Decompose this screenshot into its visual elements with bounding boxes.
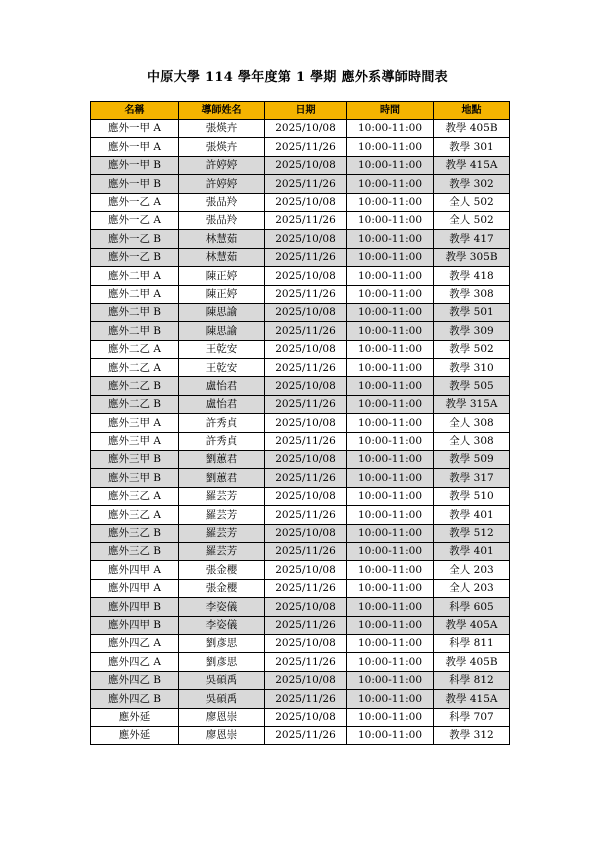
- table-row: [91, 634, 510, 652]
- location-cell: 科學 605: [434, 598, 510, 616]
- class-name-cell: 應外四甲 A: [91, 579, 179, 597]
- location-cell: 教學 501: [434, 303, 510, 321]
- page-title: 中原大學 114 學年度第 1 學期 應外系導師時間表: [147, 70, 448, 85]
- tutor-name-cell: 王乾安: [179, 340, 265, 358]
- time-cell: 10:00-11:00: [347, 671, 434, 689]
- time-cell: 10:00-11:00: [347, 653, 434, 671]
- date-cell: 2025/10/08: [265, 598, 347, 616]
- time-cell: 10:00-11:00: [347, 414, 434, 432]
- table-row: [91, 340, 510, 358]
- time-cell: 10:00-11:00: [347, 285, 434, 303]
- date-cell: 2025/11/26: [265, 359, 347, 377]
- date-cell: 2025/10/08: [265, 120, 347, 138]
- time-cell: 10:00-11:00: [347, 726, 434, 744]
- date-cell: 2025/11/26: [265, 726, 347, 744]
- class-name-cell: 應外一乙 A: [91, 211, 179, 229]
- time-cell: 10:00-11:00: [347, 138, 434, 156]
- table-row: [91, 579, 510, 597]
- tutor-name-cell: 張品羚: [179, 211, 265, 229]
- tutor-name-cell: 王乾安: [179, 359, 265, 377]
- tutor-name-cell: 張金櫻: [179, 579, 265, 597]
- date-cell: 2025/11/26: [265, 579, 347, 597]
- date-cell: 2025/10/08: [265, 671, 347, 689]
- table-row: [91, 469, 510, 487]
- date-cell: 2025/10/08: [265, 451, 347, 469]
- tutor-name-cell: 羅芸芳: [179, 542, 265, 560]
- date-cell: 2025/10/08: [265, 193, 347, 211]
- class-name-cell: 應外一乙 A: [91, 193, 179, 211]
- location-cell: 教學 405A: [434, 616, 510, 634]
- table-row: [91, 230, 510, 248]
- tutor-name-cell: 李姿儀: [179, 598, 265, 616]
- class-name-cell: 應外三甲 B: [91, 469, 179, 487]
- header-tutor: 導師姓名: [179, 102, 265, 120]
- tutor-name-cell: 盧怡君: [179, 377, 265, 395]
- class-name-cell: 應外四乙 B: [91, 671, 179, 689]
- time-cell: 10:00-11:00: [347, 322, 434, 340]
- table-row: [91, 359, 510, 377]
- date-cell: 2025/10/08: [265, 230, 347, 248]
- class-name-cell: 應外二乙 A: [91, 340, 179, 358]
- tutor-name-cell: 張煐卉: [179, 120, 265, 138]
- tutor-name-cell: 吳碩禹: [179, 671, 265, 689]
- class-name-cell: 應外四乙 B: [91, 690, 179, 708]
- date-cell: 2025/11/26: [265, 211, 347, 229]
- time-cell: 10:00-11:00: [347, 487, 434, 505]
- time-cell: 10:00-11:00: [347, 267, 434, 285]
- location-cell: 教學 512: [434, 524, 510, 542]
- location-cell: 教學 312: [434, 726, 510, 744]
- table-row: [91, 598, 510, 616]
- class-name-cell: 應外四乙 A: [91, 653, 179, 671]
- table-header-row: [91, 102, 510, 120]
- table-row: [91, 506, 510, 524]
- class-name-cell: 應外二甲 A: [91, 267, 179, 285]
- location-cell: 教學 415A: [434, 156, 510, 174]
- time-cell: 10:00-11:00: [347, 561, 434, 579]
- tutor-name-cell: 羅芸芳: [179, 487, 265, 505]
- time-cell: 10:00-11:00: [347, 377, 434, 395]
- table-row: [91, 524, 510, 542]
- tutor-name-cell: 盧怡君: [179, 395, 265, 413]
- class-name-cell: 應外二甲 A: [91, 285, 179, 303]
- time-cell: 10:00-11:00: [347, 248, 434, 266]
- tutor-name-cell: 劉蕙君: [179, 451, 265, 469]
- time-cell: 10:00-11:00: [347, 230, 434, 248]
- time-cell: 10:00-11:00: [347, 634, 434, 652]
- table-row: [91, 561, 510, 579]
- table-row: [91, 248, 510, 266]
- location-cell: 教學 301: [434, 138, 510, 156]
- table-row: [91, 487, 510, 505]
- table-row: [91, 322, 510, 340]
- class-name-cell: 應外三甲 A: [91, 414, 179, 432]
- table-row: [91, 708, 510, 726]
- time-cell: 10:00-11:00: [347, 451, 434, 469]
- tutor-name-cell: 劉彥思: [179, 634, 265, 652]
- class-name-cell: 應外四甲 B: [91, 598, 179, 616]
- class-name-cell: 應外一甲 A: [91, 120, 179, 138]
- location-cell: 教學 417: [434, 230, 510, 248]
- tutor-name-cell: 羅芸芳: [179, 524, 265, 542]
- class-name-cell: 應外二乙 A: [91, 359, 179, 377]
- table-row: [91, 653, 510, 671]
- time-cell: 10:00-11:00: [347, 542, 434, 560]
- tutor-name-cell: 許婷婷: [179, 175, 265, 193]
- table-row: [91, 138, 510, 156]
- tutor-name-cell: 林慧茹: [179, 248, 265, 266]
- time-cell: 10:00-11:00: [347, 432, 434, 450]
- class-name-cell: 應外一甲 B: [91, 156, 179, 174]
- date-cell: 2025/10/08: [265, 524, 347, 542]
- date-cell: 2025/10/08: [265, 634, 347, 652]
- date-cell: 2025/10/08: [265, 561, 347, 579]
- table-body: [91, 120, 510, 745]
- table-row: [91, 414, 510, 432]
- time-cell: 10:00-11:00: [347, 303, 434, 321]
- date-cell: 2025/11/26: [265, 175, 347, 193]
- tutor-name-cell: 張品羚: [179, 193, 265, 211]
- location-cell: 教學 310: [434, 359, 510, 377]
- class-name-cell: 應外四乙 A: [91, 634, 179, 652]
- tutor-schedule-table: [90, 101, 510, 745]
- class-name-cell: 應外一甲 A: [91, 138, 179, 156]
- tutor-name-cell: 陳正婷: [179, 267, 265, 285]
- location-cell: 科學 811: [434, 634, 510, 652]
- time-cell: 10:00-11:00: [347, 193, 434, 211]
- table-row: [91, 267, 510, 285]
- class-name-cell: 應外三乙 A: [91, 487, 179, 505]
- time-cell: 10:00-11:00: [347, 395, 434, 413]
- table-row: [91, 285, 510, 303]
- tutor-name-cell: 廖恩崇: [179, 708, 265, 726]
- location-cell: 全人 203: [434, 561, 510, 579]
- location-cell: 教學 502: [434, 340, 510, 358]
- date-cell: 2025/11/26: [265, 506, 347, 524]
- class-name-cell: 應外一乙 B: [91, 248, 179, 266]
- tutor-name-cell: 廖恩崇: [179, 726, 265, 744]
- class-name-cell: 應外三乙 A: [91, 506, 179, 524]
- header-place: 地點: [434, 102, 510, 120]
- table-row: [91, 377, 510, 395]
- date-cell: 2025/11/26: [265, 469, 347, 487]
- date-cell: 2025/11/26: [265, 653, 347, 671]
- date-cell: 2025/11/26: [265, 542, 347, 560]
- time-cell: 10:00-11:00: [347, 120, 434, 138]
- date-cell: 2025/10/08: [265, 708, 347, 726]
- location-cell: 全人 502: [434, 211, 510, 229]
- date-cell: 2025/11/26: [265, 248, 347, 266]
- time-cell: 10:00-11:00: [347, 690, 434, 708]
- location-cell: 教學 415A: [434, 690, 510, 708]
- tutor-name-cell: 張金櫻: [179, 561, 265, 579]
- time-cell: 10:00-11:00: [347, 506, 434, 524]
- table-row: [91, 616, 510, 634]
- location-cell: 教學 510: [434, 487, 510, 505]
- location-cell: 教學 317: [434, 469, 510, 487]
- class-name-cell: 應外二乙 B: [91, 395, 179, 413]
- location-cell: 教學 418: [434, 267, 510, 285]
- location-cell: 教學 505: [434, 377, 510, 395]
- date-cell: 2025/11/26: [265, 322, 347, 340]
- table-row: [91, 395, 510, 413]
- location-cell: 教學 309: [434, 322, 510, 340]
- tutor-name-cell: 劉彥思: [179, 653, 265, 671]
- table-row: [91, 542, 510, 560]
- date-cell: 2025/10/08: [265, 414, 347, 432]
- tutor-name-cell: 陳正婷: [179, 285, 265, 303]
- time-cell: 10:00-11:00: [347, 598, 434, 616]
- class-name-cell: 應外三甲 A: [91, 432, 179, 450]
- date-cell: 2025/10/08: [265, 267, 347, 285]
- location-cell: 全人 308: [434, 432, 510, 450]
- header-name: 名稱: [91, 102, 179, 120]
- tutor-name-cell: 許秀貞: [179, 432, 265, 450]
- location-cell: 教學 405B: [434, 120, 510, 138]
- date-cell: 2025/10/08: [265, 487, 347, 505]
- table-row: [91, 211, 510, 229]
- date-cell: 2025/11/26: [265, 285, 347, 303]
- class-name-cell: 應外延: [91, 708, 179, 726]
- class-name-cell: 應外四甲 B: [91, 616, 179, 634]
- location-cell: 科學 812: [434, 671, 510, 689]
- tutor-name-cell: 林慧茹: [179, 230, 265, 248]
- time-cell: 10:00-11:00: [347, 579, 434, 597]
- location-cell: 教學 315A: [434, 395, 510, 413]
- table-row: [91, 671, 510, 689]
- location-cell: 全人 502: [434, 193, 510, 211]
- time-cell: 10:00-11:00: [347, 175, 434, 193]
- tutor-name-cell: 羅芸芳: [179, 506, 265, 524]
- class-name-cell: 應外一甲 B: [91, 175, 179, 193]
- header-date: 日期: [265, 102, 347, 120]
- location-cell: 教學 405B: [434, 653, 510, 671]
- table-row: [91, 690, 510, 708]
- tutor-name-cell: 吳碩禹: [179, 690, 265, 708]
- date-cell: 2025/10/08: [265, 377, 347, 395]
- table-row: [91, 156, 510, 174]
- location-cell: 教學 302: [434, 175, 510, 193]
- date-cell: 2025/11/26: [265, 616, 347, 634]
- class-name-cell: 應外延: [91, 726, 179, 744]
- table-row: [91, 120, 510, 138]
- class-name-cell: 應外四甲 A: [91, 561, 179, 579]
- location-cell: 教學 509: [434, 451, 510, 469]
- location-cell: 全人 203: [434, 579, 510, 597]
- location-cell: 教學 401: [434, 542, 510, 560]
- class-name-cell: 應外一乙 B: [91, 230, 179, 248]
- location-cell: 科學 707: [434, 708, 510, 726]
- tutor-name-cell: 陳思諭: [179, 322, 265, 340]
- table-row: [91, 451, 510, 469]
- location-cell: 教學 401: [434, 506, 510, 524]
- location-cell: 全人 308: [434, 414, 510, 432]
- tutor-name-cell: 李姿儀: [179, 616, 265, 634]
- time-cell: 10:00-11:00: [347, 708, 434, 726]
- date-cell: 2025/11/26: [265, 138, 347, 156]
- tutor-name-cell: 陳思諭: [179, 303, 265, 321]
- location-cell: 教學 305B: [434, 248, 510, 266]
- class-name-cell: 應外二乙 B: [91, 377, 179, 395]
- date-cell: 2025/11/26: [265, 432, 347, 450]
- time-cell: 10:00-11:00: [347, 524, 434, 542]
- header-time: 時間: [347, 102, 434, 120]
- class-name-cell: 應外三乙 B: [91, 542, 179, 560]
- table-row: [91, 432, 510, 450]
- tutor-name-cell: 許秀貞: [179, 414, 265, 432]
- tutor-name-cell: 許婷婷: [179, 156, 265, 174]
- time-cell: 10:00-11:00: [347, 340, 434, 358]
- tutor-name-cell: 張煐卉: [179, 138, 265, 156]
- class-name-cell: 應外三甲 B: [91, 451, 179, 469]
- date-cell: 2025/10/08: [265, 156, 347, 174]
- time-cell: 10:00-11:00: [347, 156, 434, 174]
- class-name-cell: 應外三乙 B: [91, 524, 179, 542]
- time-cell: 10:00-11:00: [347, 359, 434, 377]
- date-cell: 2025/11/26: [265, 690, 347, 708]
- table-row: [91, 175, 510, 193]
- time-cell: 10:00-11:00: [347, 469, 434, 487]
- table-row: [91, 193, 510, 211]
- tutor-name-cell: 劉蕙君: [179, 469, 265, 487]
- table-row: [91, 303, 510, 321]
- date-cell: 2025/11/26: [265, 395, 347, 413]
- time-cell: 10:00-11:00: [347, 211, 434, 229]
- time-cell: 10:00-11:00: [347, 616, 434, 634]
- class-name-cell: 應外二甲 B: [91, 303, 179, 321]
- date-cell: 2025/10/08: [265, 303, 347, 321]
- class-name-cell: 應外二甲 B: [91, 322, 179, 340]
- table-row: [91, 726, 510, 744]
- location-cell: 教學 308: [434, 285, 510, 303]
- date-cell: 2025/10/08: [265, 340, 347, 358]
